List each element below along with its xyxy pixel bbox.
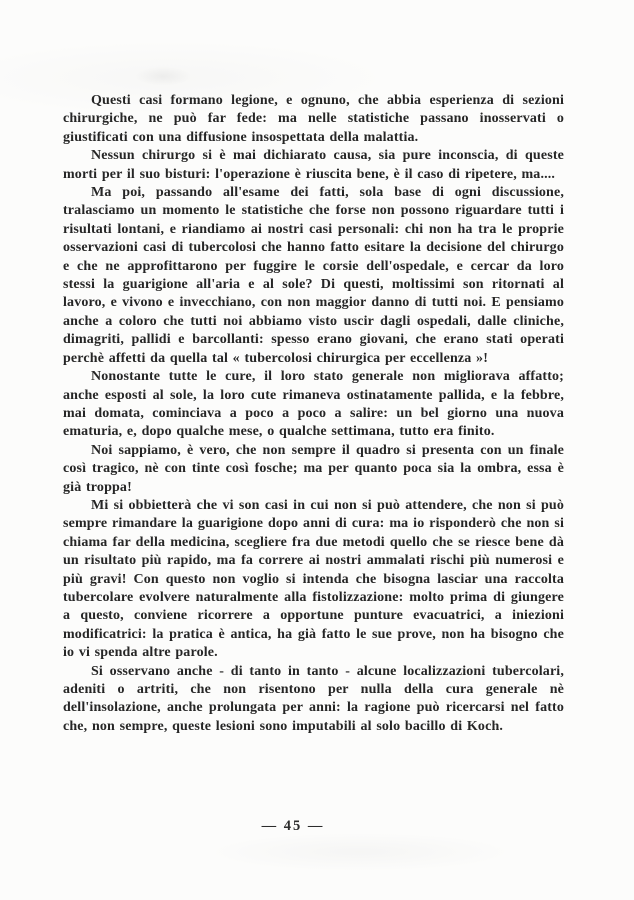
paragraph-4: Nonostante tutte le cure, il loro stato generale non migliorava affatto; anche esposti al sole, la loro cute rimaneva ostinatamente pallida, e la febbre, mai domata, cominciava a poco a poco a salire: un bel giorno una nuova ematuria, e, dopo qualche mese, o qualche settimana, tutto era finito. [63,369,564,440]
paragraph-5: Noi sappiamo, è vero, che non sempre il quadro si presenta con un finale così tragico, nè con tinte così fosche; ma per quanto poca sia la ombra, essa è già troppa! [63,442,564,495]
paragraph-7: Si osservano anche - di tanto in tanto - alcune localizzazioni tubercolari, adeniti o artriti, che non risentono per nulla della cura generale nè dell'insolazione, anche prolungata per anni: la ragione può ricercarsi nel fatto che, non sempre, queste lesioni sono imputabili al solo bacillo di Koch. [63,663,564,734]
page-text [63,92,564,736]
paragraph-1: Questi casi formano legione, e ognuno, che abbia esperienza di sezioni chirurgiche, ne può far fede: ma nelle statistiche passano inosservati o giustificati con una diffusione insospettata della malattia. [63,93,564,145]
paragraph-2: Nessun chirurgo si è mai dichiarato causa, sia pure inconscia, di queste morti per il suo bisturi: l'operazione è riuscita bene, è il caso di ripetere, ma.... [63,148,564,182]
paragraph-6: Mi si obbietterà che vi son casi in cui non si può attendere, che non si può sempre rimandare la guarigione dopo anni di cura: ma io risponderò che non si chiama far della medicina, scegliere fra due metodi quello che se riesce bene dà un risultato più rapido, ma fa correre ai nostri ammalati rischi più numerosi e più gravi! Con questo non voglio si intenda che bisogna lasciar una raccolta tubercolare evolvere naturalmente alla fistolizzazione: molto prima di giungere a questo, conviene ricorrere a opportune punture evacuatrici, a iniezioni modificatrici: la pratica è antica, ha già fatto le sue prove, non ha bisogno che io vi spenda altre parole. [63,497,564,661]
paragraph-3: Ma poi, passando all'esame dei fatti, sola base di ogni discussione, tralasciamo un momento le statistiche che forse non possono riguardare tutti i risultati lontani, e riandiamo ai nostri casi personali: chi non ha tra le proprie osservazioni casi di tubercolosi che hanno fatto esitare la decisione del chirurgo e che ne approfittarono per fuggire le corsie dell'ospedale, e cercar da loro stessi la guarigione all'aria e al sole? Di questi, moltissimi son ritornati al lavoro, e vivono e invecchiano, con non maggior danno di tutti noi. E pensiamo anche a coloro che tutti noi abbiamo visto uscir dagli ospedali, dalle cliniche, dimagriti, pallidi e barcollanti: spesso erano giovani, che erano stati operati perchè affetti da quella tal « tubercolosi chirurgica per eccellenza »! [63,185,564,366]
page-number: — 45 — [261,818,325,834]
